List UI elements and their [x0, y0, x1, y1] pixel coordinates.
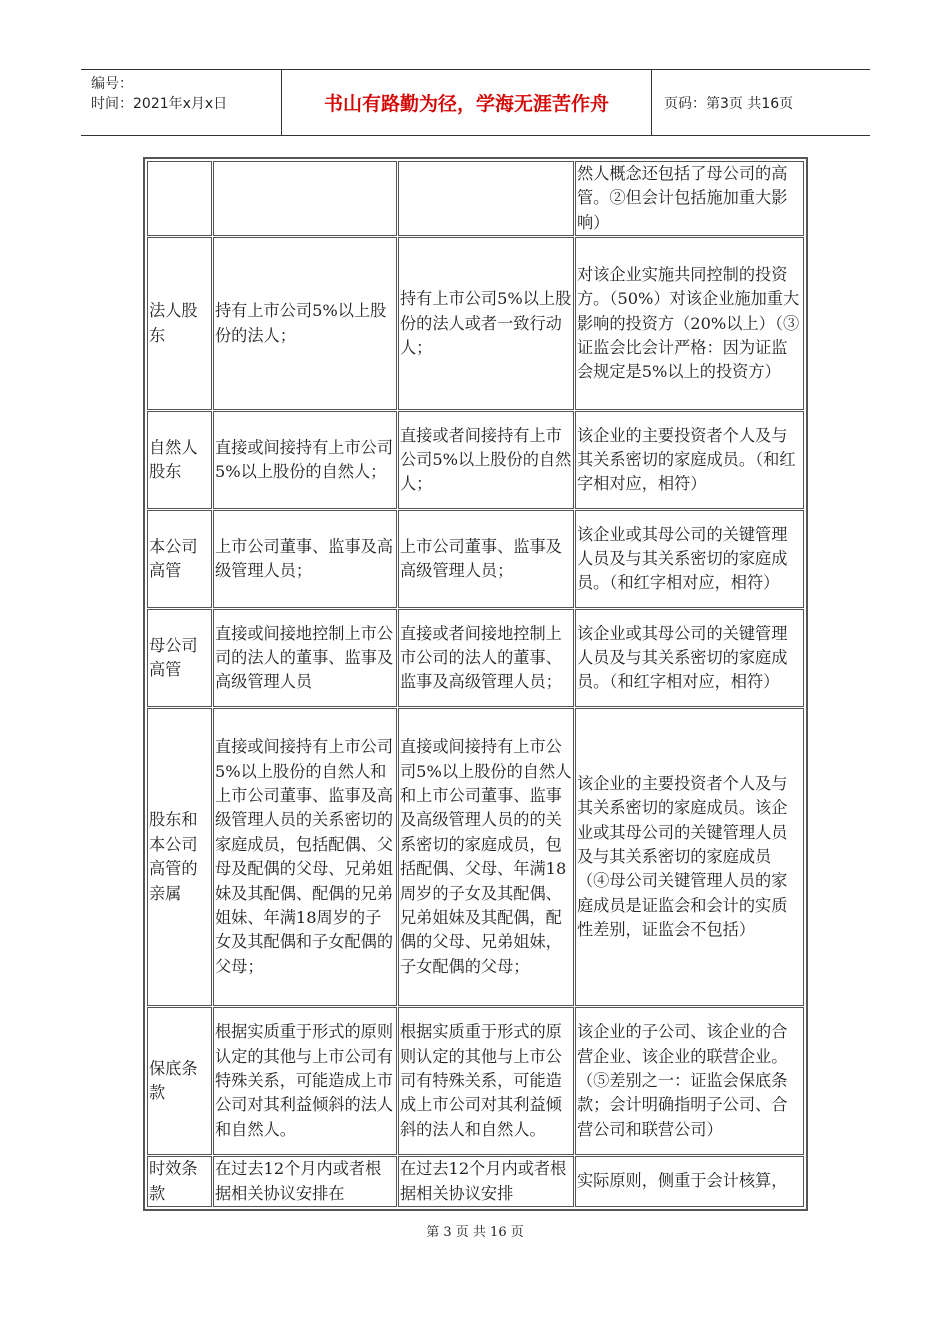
- table-cell: 根据实质重于形式的原则认定的其他与上市公司有特殊关系，可能造成上市公司对其利益倾斜的法人和自然人。: [213, 1007, 397, 1155]
- table-cell: 法人股东: [147, 237, 212, 410]
- table-cell: [398, 161, 574, 236]
- table-cell: 直接或间接持有上市公司5%以上股份的自然人和上市公司董事、监事及高级管理人员的关系密切的家庭成员，包括配偶、父母及配偶的父母、兄弟姐妹及其配偶、配偶的兄弟姐妹、年满18周岁的子女及其配偶和子女配偶的父母；: [213, 708, 397, 1006]
- table-cell: 直接或间接地控制上市公司的法人的董事、监事及高级管理人员: [213, 609, 397, 707]
- table-cell: 对该企业实施共同控制的投资方。（50%）对该企业施加重大影响的投资方（20%以上）（③证监会比会计严格：因为证监会规定是5%以上的投资方）: [575, 237, 804, 410]
- table-row: [147, 708, 804, 1006]
- table-cell: 该企业的主要投资者个人及与其关系密切的家庭成员。（和红字相对应，相符）: [575, 411, 804, 509]
- table-cell: 上市公司董事、监事及高级管理人员；: [398, 510, 574, 608]
- doc-number-label: 编号：: [91, 76, 133, 92]
- table-cell: 自然人股东: [147, 411, 212, 509]
- table-cell: 在过去12个月内或者根据相关协议安排: [398, 1156, 574, 1207]
- table-cell: 母公司高管: [147, 609, 212, 707]
- table-cell: 直接或间接持有上市公司5%以上股份的自然人；: [213, 411, 397, 509]
- table-cell: [213, 161, 397, 236]
- table-cell: 上市公司董事、监事及高级管理人员；: [213, 510, 397, 608]
- header-meta: [81, 70, 282, 135]
- table-cell: 持有上市公司5%以上股份的法人或者一致行动人；: [398, 237, 574, 410]
- table-cell: 该企业的主要投资者个人及与其关系密切的家庭成员。该企业或其母公司的关键管理人员及与其关系密切的家庭成员（④母公司关键管理人员的家庭成员是证监会和会计的实质性差别，证监会不包括）: [575, 708, 804, 1006]
- page-footer: 第 3 页 共 16 页: [426, 1225, 524, 1240]
- table-row: [147, 1156, 804, 1207]
- table-cell: 该企业或其母公司的关键管理人员及与其关系密切的家庭成员。（和红字相对应，相符）: [575, 609, 804, 707]
- table-row: [147, 161, 804, 236]
- table-cell: 在过去12个月内或者根据相关协议安排在: [213, 1156, 397, 1207]
- table-row: [147, 510, 804, 608]
- table-row: [147, 411, 804, 509]
- header-motto: 书山有路勤为径，学海无涯苦作舟: [282, 70, 652, 135]
- page-header: [81, 69, 870, 136]
- doc-time-label: 时间：2021年x月x日: [91, 96, 228, 112]
- table-cell: 该企业或其母公司的关键管理人员及与其关系密切的家庭成员。（和红字相对应，相符）: [575, 510, 804, 608]
- table-cell: 实际原则，侧重于会计核算，: [575, 1156, 804, 1207]
- comparison-table: [143, 157, 808, 1211]
- table-cell: 股东和本公司高管的亲属: [147, 708, 212, 1006]
- table-cell: 保底条款: [147, 1007, 212, 1155]
- table-cell: 本公司高管: [147, 510, 212, 608]
- table-row: [147, 1007, 804, 1155]
- table-cell: 直接或间接持有上市公司5%以上股份的自然人和上市公司董事、监事及高级管理人员的的关系密切的家庭成员，包括配偶、父母、年满18周岁的子女及其配偶、兄弟姐妹及其配偶，配偶的父母、兄弟姐妹，子女配偶的父母；: [398, 708, 574, 1006]
- table-cell: [147, 161, 212, 236]
- table-cell: 然人概念还包括了母公司的高管。②但会计包括施加重大影响）: [575, 161, 804, 236]
- table-cell: 时效条款: [147, 1156, 212, 1207]
- header-page-label: 页码：第3页 共16页: [664, 95, 794, 112]
- table-row: [147, 237, 804, 410]
- table-cell: 直接或者间接持有上市公司5%以上股份的自然人；: [398, 411, 574, 509]
- table-cell: 持有上市公司5%以上股份的法人；: [213, 237, 397, 410]
- table-cell: 直接或者间接地控制上市公司的法人的董事、监事及高级管理人员；: [398, 609, 574, 707]
- table-cell: 该企业的子公司、该企业的合营企业、该企业的联营企业。（⑤差别之一：证监会保底条款；会计明确指明子公司、合营公司和联营公司）: [575, 1007, 804, 1155]
- table-cell: 根据实质重于形式的原则认定的其他与上市公司有特殊关系，可能造成上市公司对其利益倾斜的法人和自然人。: [398, 1007, 574, 1155]
- table-row: [147, 609, 804, 707]
